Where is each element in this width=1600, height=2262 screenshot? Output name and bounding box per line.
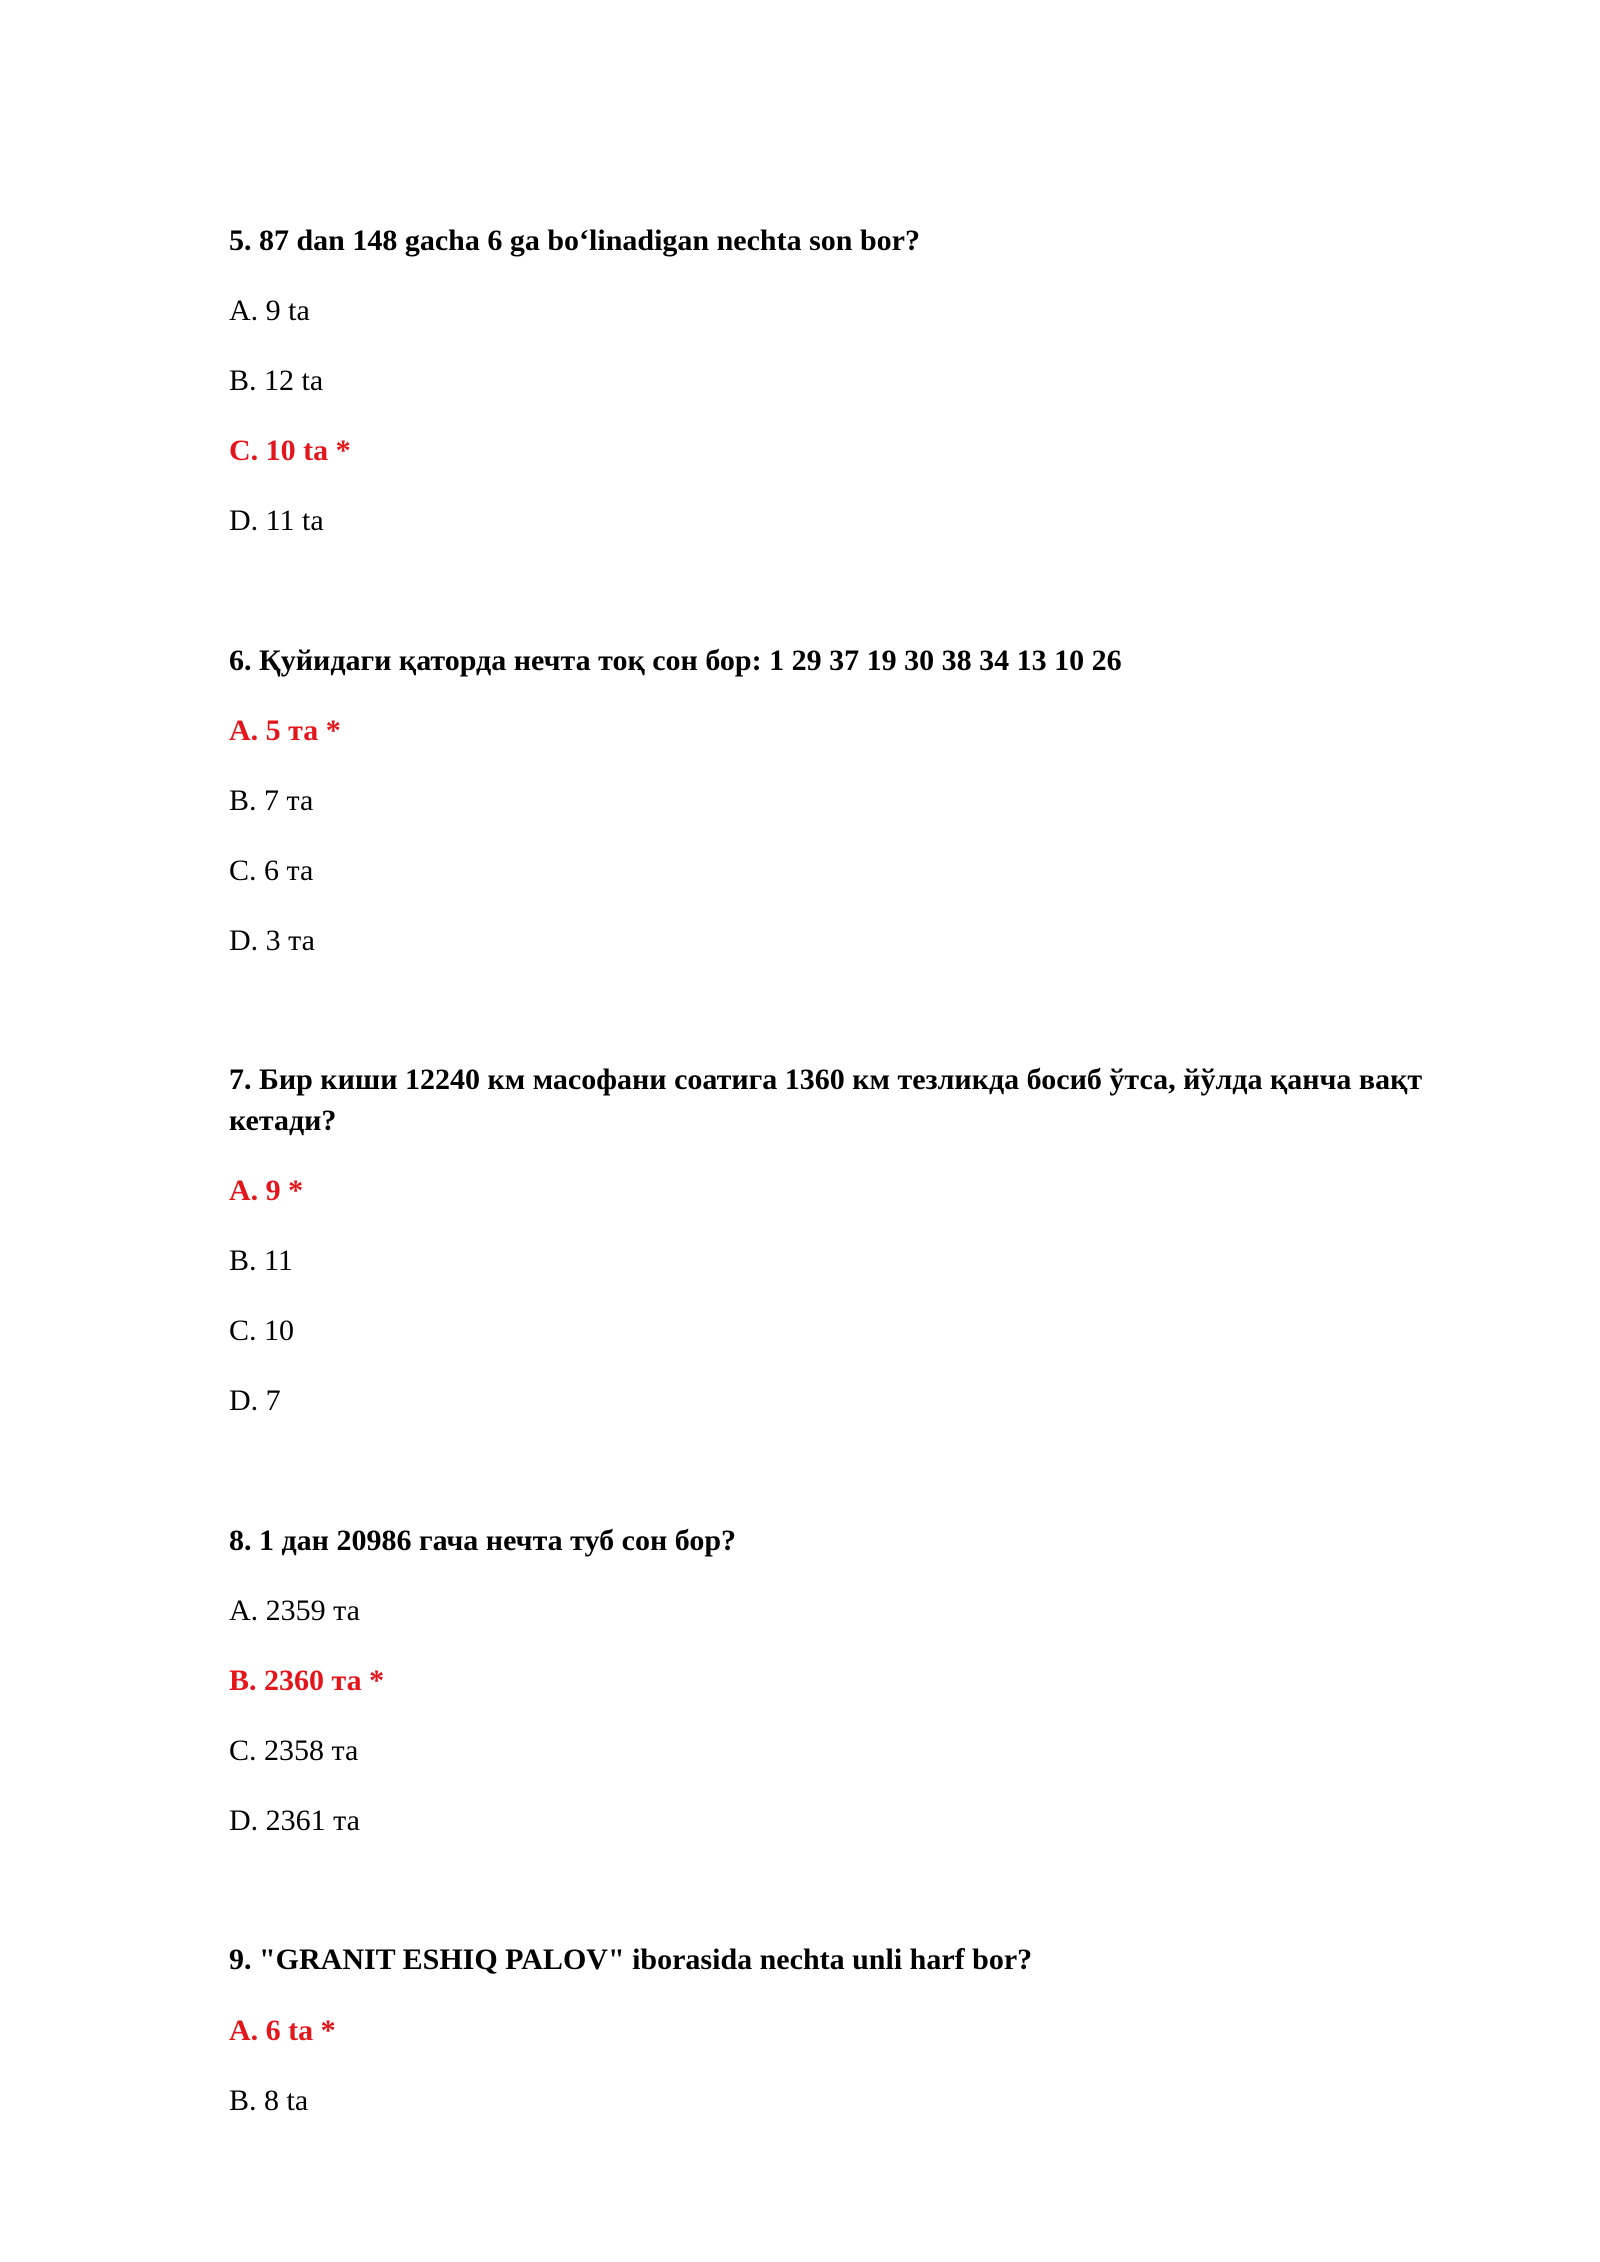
question-6: 6. Қуйидаги қаторда нечта тоқ сон бор: 1 29 37 19 30 38 34 13 10 26 (229, 644, 1122, 677)
question-6-option-d: D. 3 та (229, 924, 315, 957)
question-8: 8. 1 дан 20986 гача нечта туб сон бор? (229, 1524, 737, 1557)
question-6-option-a-correct: A. 5 та * (229, 714, 341, 747)
question-5-option-b: B. 12 ta (229, 364, 324, 397)
question-8-option-d: D. 2361 та (229, 1804, 360, 1837)
question-7-option-d: D. 7 (229, 1384, 281, 1417)
question-7-option-c: C. 10 (229, 1314, 295, 1347)
question-5-option-d: D. 11 ta (229, 504, 324, 537)
question-6-option-c: C. 6 та (229, 854, 314, 887)
question-8-option-c: C. 2358 та (229, 1734, 359, 1767)
question-7: 7. Бир киши 12240 км масофани соатига 1360 км тезликда босиб ўтса, йўлда қанча вақт кетади? (229, 1063, 1423, 1137)
question-5: 5. 87 dan 148 gacha 6 ga bo‘linadigan nechta son bor? (229, 224, 920, 257)
question-7-option-b: B. 11 (229, 1244, 293, 1277)
question-8-option-a: A. 2359 та (229, 1594, 360, 1627)
question-9-option-a-correct: A. 6 ta * (229, 2014, 336, 2047)
question-5-option-c-correct: C. 10 ta * (229, 434, 351, 467)
question-9-option-b: B. 8 ta (229, 2084, 309, 2117)
question-5-option-a: A. 9 ta (229, 294, 310, 327)
question-8-option-b-correct: B. 2360 та * (229, 1664, 385, 1697)
question-7-option-a-correct: A. 9 * (229, 1174, 304, 1207)
question-9: 9. "GRANIT ESHIQ PALOV" iborasida nechta unli harf bor? (229, 1943, 1033, 1976)
question-6-option-b: B. 7 та (229, 784, 314, 817)
